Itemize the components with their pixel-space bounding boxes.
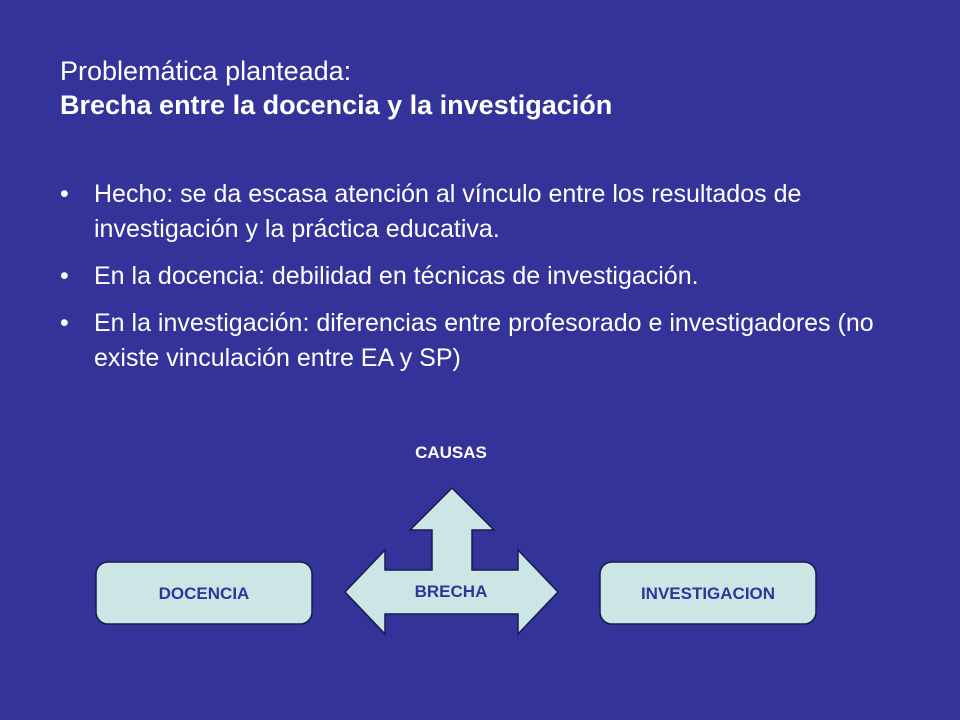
title-line-2: Brecha entre la docencia y la investigación xyxy=(60,90,613,120)
causas-label: CAUSAS xyxy=(415,443,487,462)
bullet-text: En la investigación: diferencias entre profesorado e investigadores (no existe vinculación entre EA y SP) xyxy=(94,309,874,372)
bullet-marker: • xyxy=(60,262,69,290)
bullet-text: Hecho: se da escasa atención al vínculo entre los resultados de investigación y la práctica educativa. xyxy=(94,180,802,243)
bullet-marker: • xyxy=(60,180,69,208)
brecha-arrow-shape xyxy=(345,488,558,634)
bullet-marker: • xyxy=(60,309,69,337)
bullet-text: En la docencia: debilidad en técnicas de investigación. xyxy=(94,262,699,290)
investigacion-label: INVESTIGACION xyxy=(640,584,776,603)
title-line-1: Problemática planteada: xyxy=(60,56,352,86)
brecha-label: BRECHA xyxy=(414,582,488,601)
docencia-label: DOCENCIA xyxy=(158,584,250,603)
